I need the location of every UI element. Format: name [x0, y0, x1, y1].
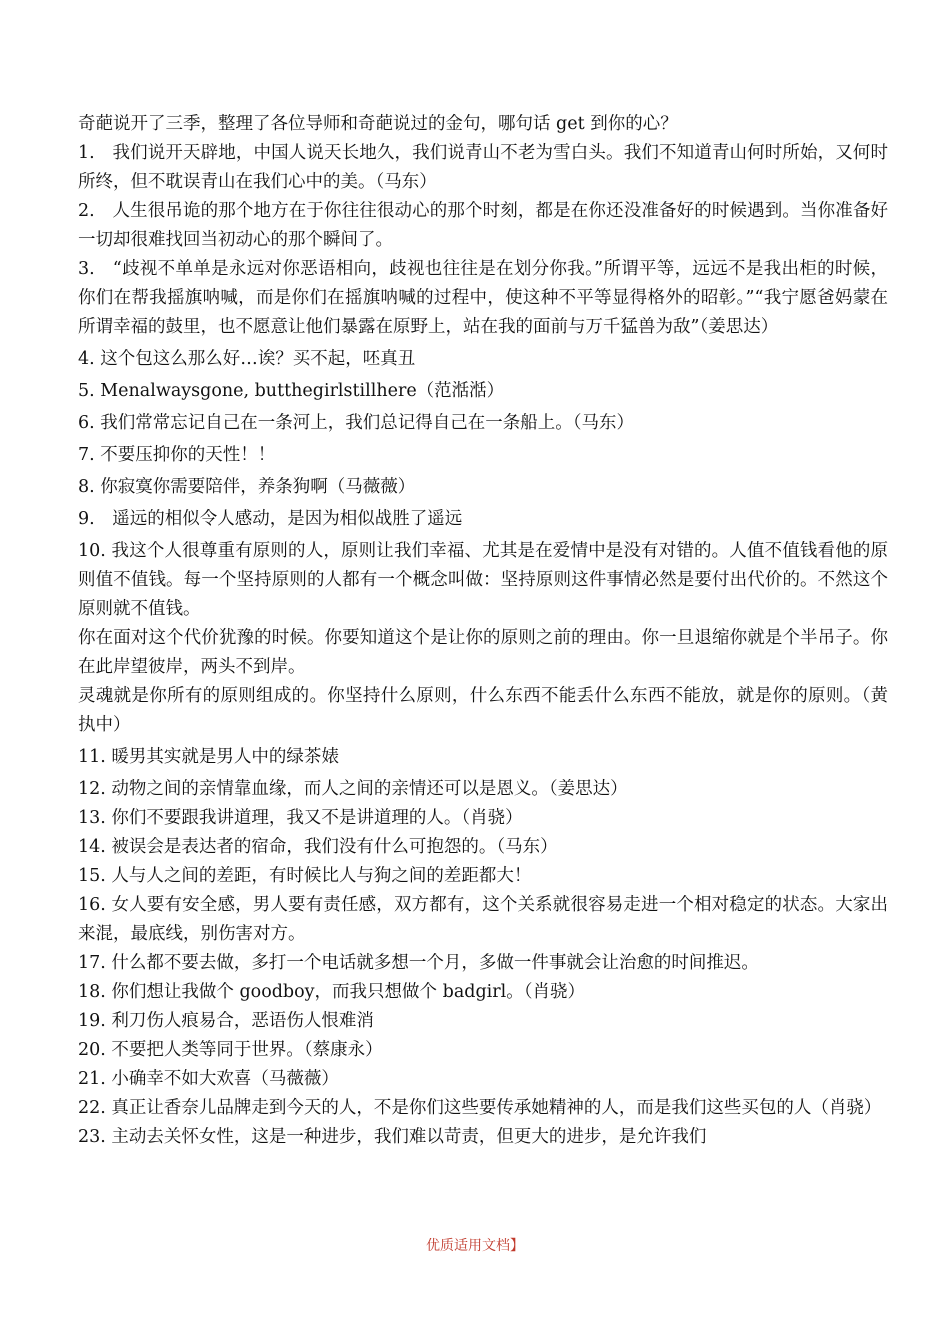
list-item: 15. 人与人之间的差距，有时候比人与狗之间的差距都大！ [78, 866, 532, 886]
list-item: 10. 我这个人很尊重有原则的人，原则让我们幸福、尤其是在爱情中是没有对错的。人值不值钱看他的原则值不值钱。每一个坚持原则的人都有一个概念叫做：坚持原则这件事情必然是要付出代价的。不然这个原则就不值钱。 [78, 541, 888, 619]
list-item: 5. Menalwaysgone, butthegirlstillhere（范湉湉） [78, 381, 505, 401]
list-item: 23. 主动去关怀女性，这是一种进步，我们难以苛责，但更大的进步，是允许我们 [78, 1127, 707, 1147]
list-item: 13. 你们不要跟我讲道理，我又不是讲道理的人。（肖骁） [78, 808, 523, 828]
intro-line: 奇葩说开了三季，整理了各位导师和奇葩说过的金句，哪句话 get 到你的心？ [78, 114, 678, 134]
list-item: 3. “歧视不单单是永远对你恶语相向，歧视也往往是在划分你我。”所谓平等，远远不是我出柜的时候，你们在帮我摇旗呐喊，而是你们在摇旗呐喊的过程中，使这种不平等显得格外的昭彰。”“我宁愿爸妈蒙在所谓幸福的鼓里，也不愿意让他们暴露在原野上，站在我的面前与万千猛兽为敌”（姜思达） [78, 259, 888, 337]
list-item: 20. 不要把人类等同于世界。（蔡康永） [78, 1040, 383, 1060]
list-item: 18. 你们想让我做个 goodboy，而我只想做个 badgirl。（肖骁） [78, 982, 585, 1002]
list-item: 19. 利刀伤人痕易合，恶语伤人恨难消 [78, 1011, 374, 1031]
list-item: 6. 我们常常忘记自己在一条河上，我们总记得自己在一条船上。（马东） [78, 413, 635, 433]
list-item: 9. 遥远的相似令人感动，是因为相似战胜了遥远 [78, 509, 463, 529]
list-item-continuation: 灵魂就是你所有的原则组成的。你坚持什么原则，什么东西不能丢什么东西不能放，就是你的原则。（黄执中） [78, 686, 888, 735]
list-item: 14. 被误会是表达者的宿命，我们没有什么可抱怨的。（马东） [78, 837, 558, 857]
list-item: 1. 我们说开天辟地，中国人说天长地久，我们说青山不老为雪白头。我们不知道青山何时所始，又何时所终，但不耽误青山在我们心中的美。（马东） [78, 143, 888, 192]
list-item: 2. 人生很吊诡的那个地方在于你往往很动心的那个时刻，都是在你还没准备好的时候遇到。当你准备好一切却很难找回当初动心的那个瞬间了。 [78, 201, 888, 250]
list-item: 7. 不要压抑你的天性！！ [78, 445, 276, 465]
list-item: 16. 女人要有安全感，男人要有责任感，双方都有，这个关系就很容易走进一个相对稳定的状态。大家出来混，最底线，别伤害对方。 [78, 895, 888, 944]
page-footer: 优质适用文档】 [426, 1238, 524, 1254]
list-item: 21. 小确幸不如大欢喜（马薇薇） [78, 1069, 339, 1089]
list-item: 8. 你寂寞你需要陪伴，养条狗啊（马薇薇） [78, 477, 416, 497]
list-item: 4. 这个包这么那么好…诶？买不起，呸真丑 [78, 349, 416, 369]
list-item: 11. 暖男其实就是男人中的绿茶婊 [78, 747, 339, 767]
list-item: 22. 真正让香奈儿品牌走到今天的人，不是你们这些要传承她精神的人，而是我们这些买包的人（肖骁） [78, 1098, 882, 1118]
document-body [78, 110, 888, 1152]
list-item-continuation: 你在面对这个代价犹豫的时候。你要知道这个是让你的原则之前的理由。你一旦退缩你就是个半吊子。你在此岸望彼岸，两头不到岸。 [78, 628, 888, 677]
list-item: 17. 什么都不要去做，多打一个电话就多想一个月，多做一件事就会让治愈的时间推迟。 [78, 953, 759, 973]
list-item: 12. 动物之间的亲情靠血缘，而人之间的亲情还可以是恩义。（姜思达） [78, 779, 628, 799]
